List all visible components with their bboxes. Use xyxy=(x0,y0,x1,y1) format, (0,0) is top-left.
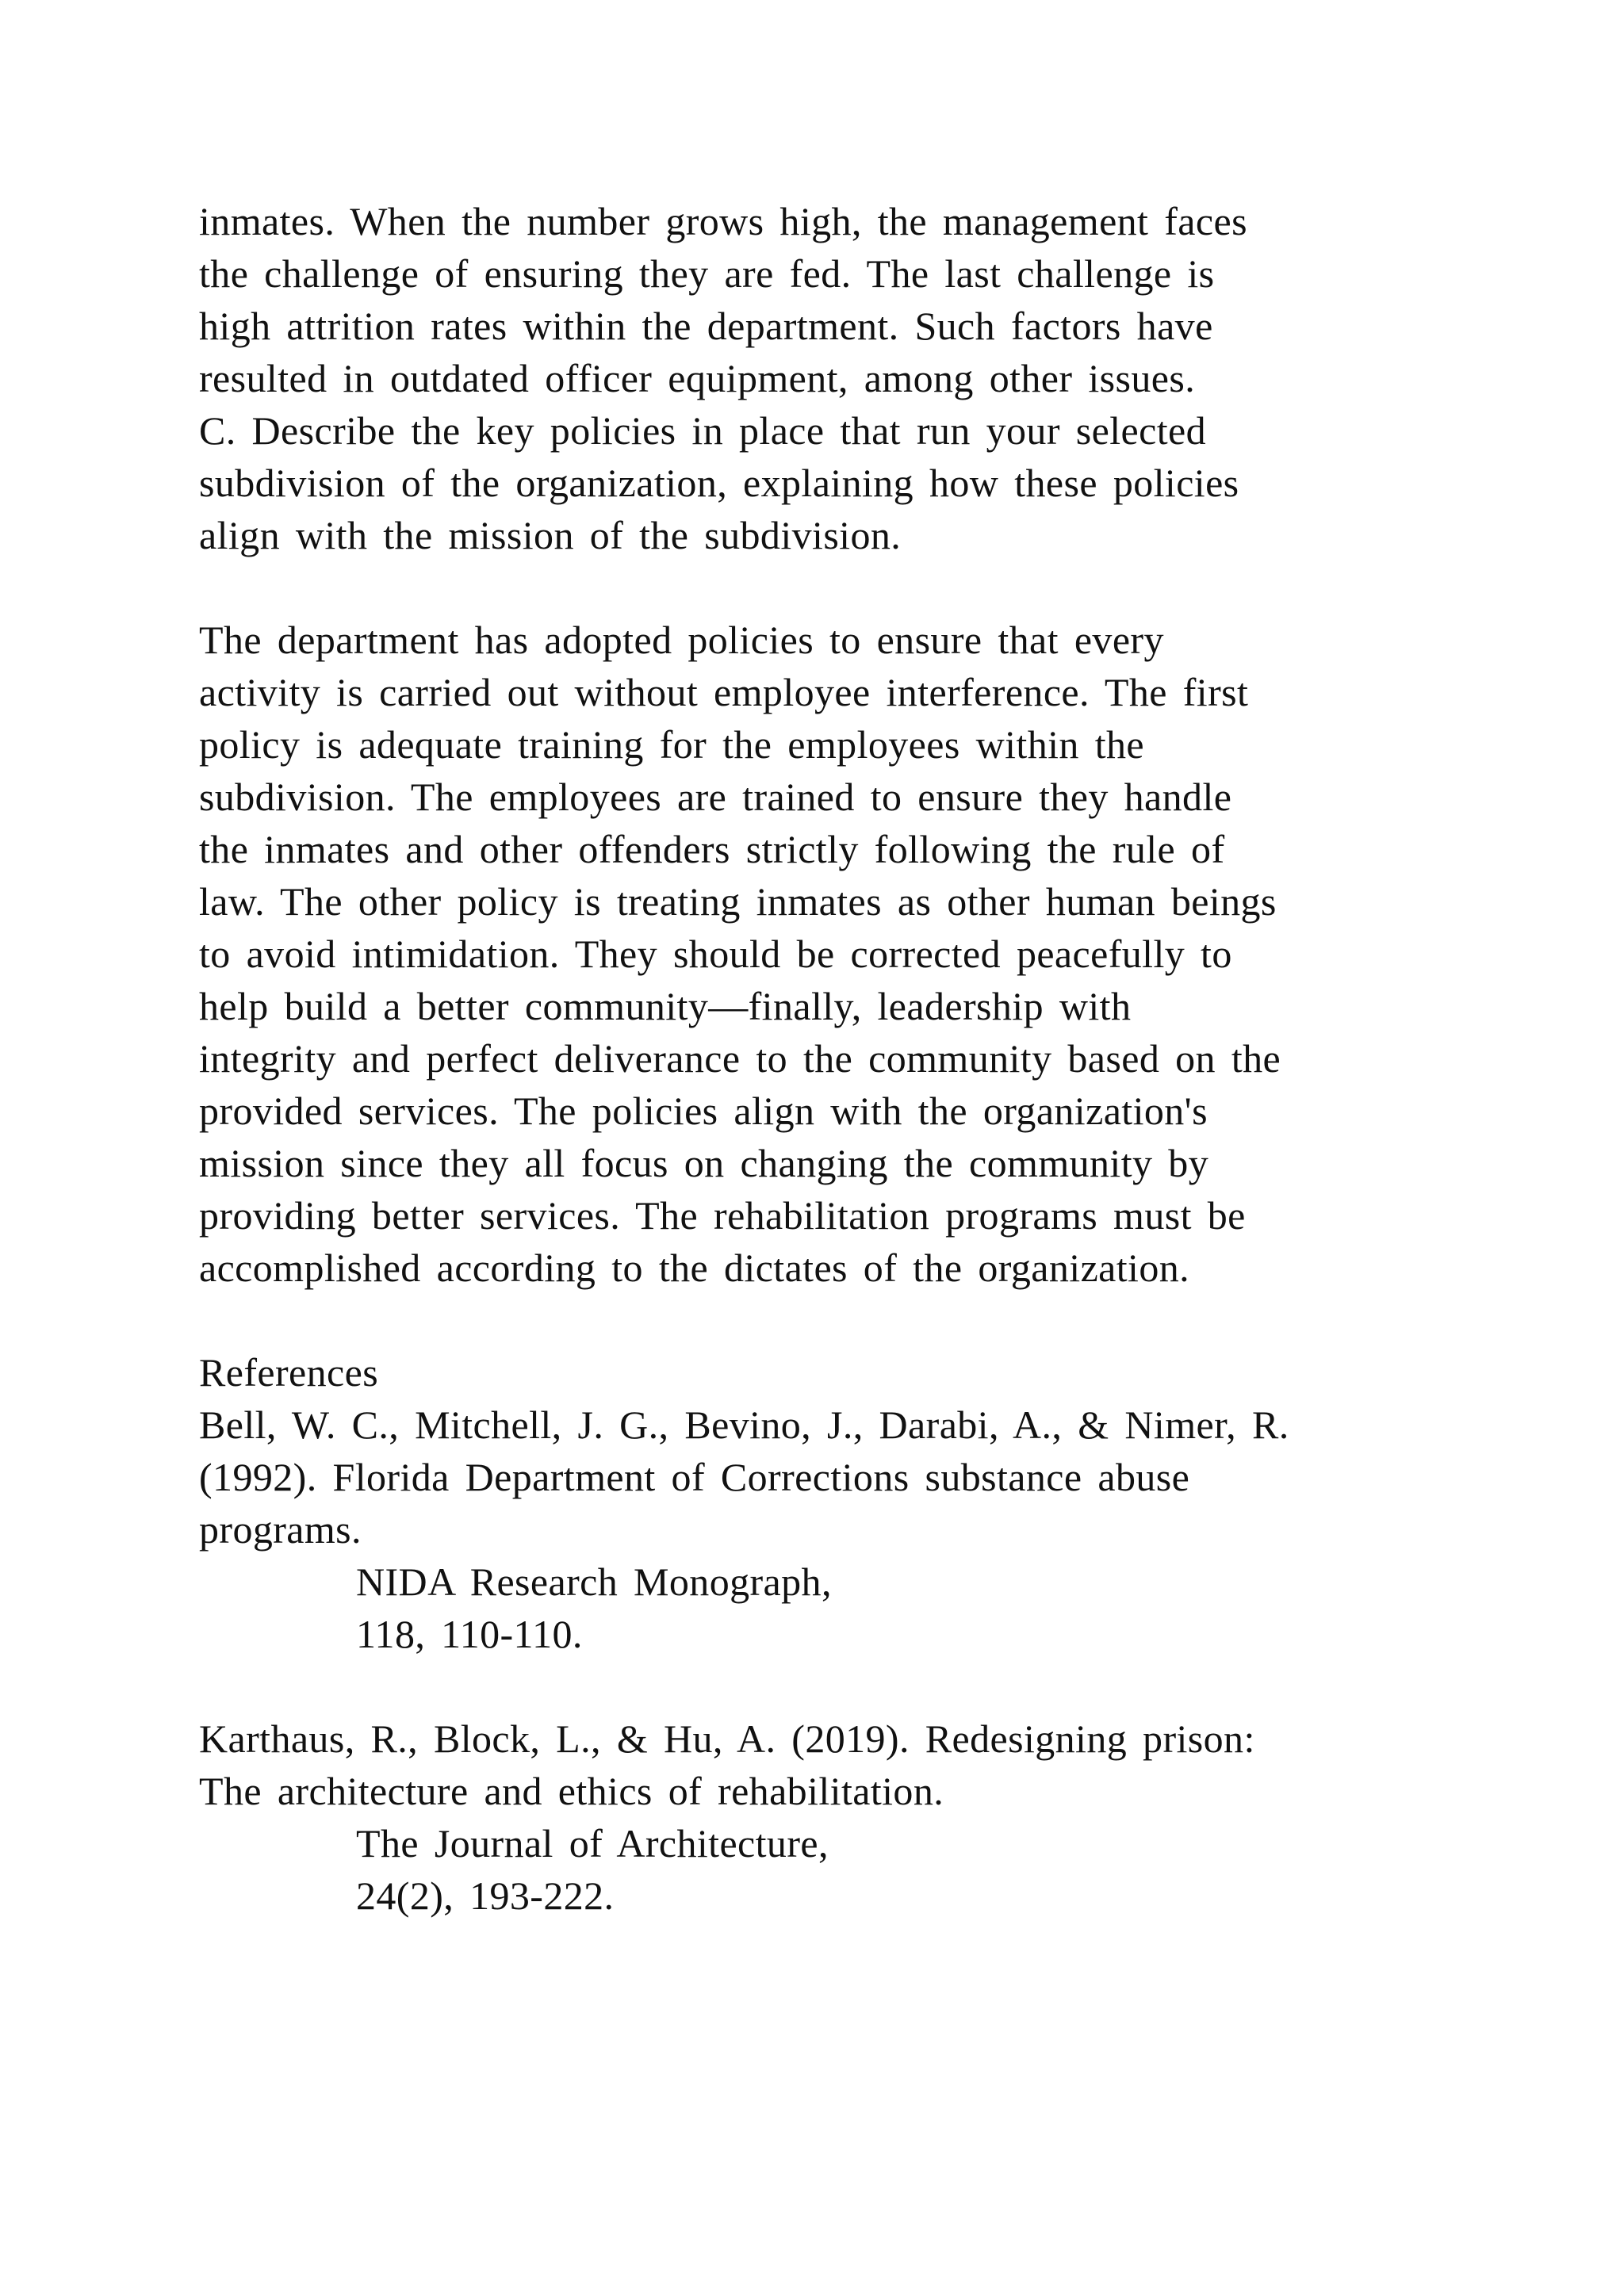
text-line: activity is carried out without employee interference. The first xyxy=(199,670,1249,714)
prompt-line: C. Describe the key policies in place that run your selected xyxy=(199,408,1206,453)
paragraph-policies xyxy=(199,614,1547,1294)
reference-line: The architecture and ethics of rehabilitation. xyxy=(199,1769,944,1813)
reference-entry xyxy=(199,1399,1547,1660)
blank-line xyxy=(199,1660,1547,1712)
blank-line xyxy=(199,561,1547,614)
text-line: provided services. The policies align with the organization's xyxy=(199,1089,1208,1133)
reference-line: (1992). Florida Department of Corrections substance abuse xyxy=(199,1455,1190,1499)
references-section xyxy=(199,1346,1547,1922)
document-page xyxy=(199,195,1547,1922)
text-line: mission since they all focus on changing the community by xyxy=(199,1141,1209,1185)
text-line: integrity and perfect deliverance to the community based on the xyxy=(199,1036,1281,1081)
text-line: subdivision. The employees are trained to ensure they handle xyxy=(199,775,1232,819)
reference-source-line: The Journal of Architecture, xyxy=(356,1821,829,1866)
blank-line xyxy=(199,1294,1547,1346)
paragraph-continuation xyxy=(199,195,1547,561)
prompt-line: subdivision of the organization, explaining how these policies xyxy=(199,461,1239,505)
text-line: to avoid intimidation. They should be corrected peacefully to xyxy=(199,932,1232,976)
text-line: help build a better community—finally, leadership with xyxy=(199,984,1132,1028)
prompt-line: align with the mission of the subdivision. xyxy=(199,513,902,557)
text-line: providing better services. The rehabilitation programs must be xyxy=(199,1193,1246,1238)
text-line: high attrition rates within the department. Such factors have xyxy=(199,304,1213,348)
text-line: law. The other policy is treating inmates as other human beings xyxy=(199,879,1277,924)
reference-source-line: NIDA Research Monograph, xyxy=(356,1559,832,1604)
text-line: inmates. When the number grows high, the management faces xyxy=(199,199,1247,243)
reference-line: programs. xyxy=(199,1507,362,1552)
reference-line: Bell, W. C., Mitchell, J. G., Bevino, J., Darabi, A., & Nimer, R. xyxy=(199,1402,1289,1447)
text-line: the inmates and other offenders strictly following the rule of xyxy=(199,827,1225,871)
text-line: The department has adopted policies to ensure that every xyxy=(199,618,1164,662)
reference-line: Karthaus, R., Block, L., & Hu, A. (2019). Redesigning prison: xyxy=(199,1716,1255,1761)
reference-source-line: 24(2), 193-222. xyxy=(356,1873,615,1918)
reference-source-line: 118, 110-110. xyxy=(356,1612,583,1656)
text-line: resulted in outdated officer equipment, among other issues. xyxy=(199,356,1196,400)
text-line: accomplished according to the dictates of the organization. xyxy=(199,1246,1190,1290)
text-line: the challenge of ensuring they are fed. The last challenge is xyxy=(199,251,1215,296)
reference-entry xyxy=(199,1712,1547,1922)
text-line: policy is adequate training for the employees within the xyxy=(199,722,1144,767)
references-heading: References xyxy=(199,1350,379,1395)
